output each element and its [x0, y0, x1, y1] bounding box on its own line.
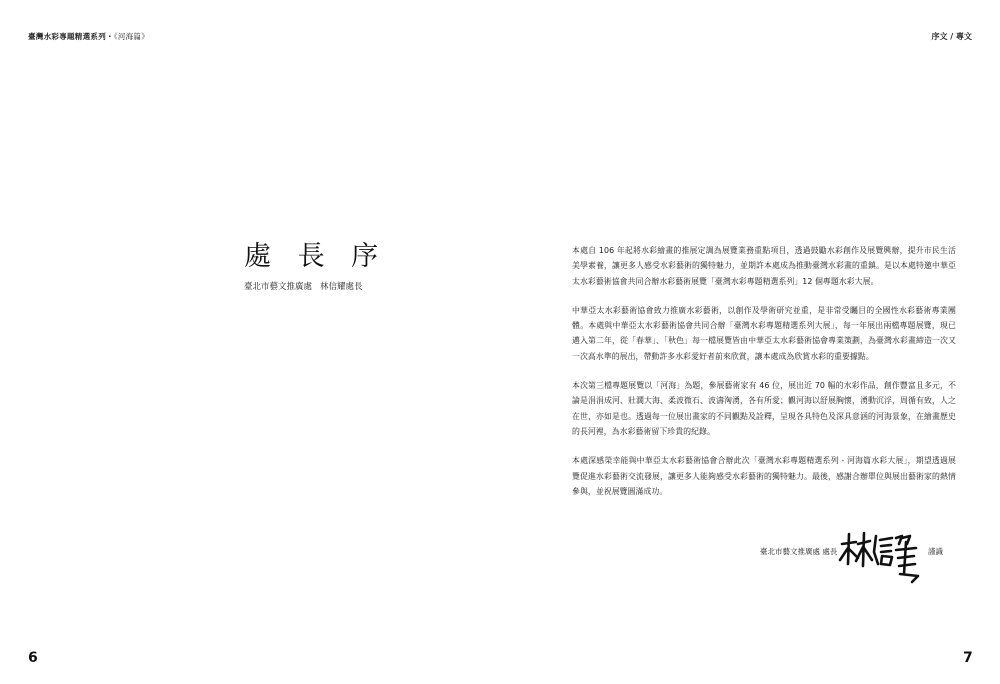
- signature-suffix: 謹識: [928, 547, 943, 556]
- page-number-right: 7: [963, 650, 973, 666]
- body-paragraph: 本處自 106 年起將水彩繪畫的推展定調為展覽業務重點項目，透過鼓勵水彩創作及展覽興辦，提升市民生活美學素養，讓更多人感受水彩藝術的獨特魅力，並期許本處成為推動臺灣水彩畫的重鎮。是以本處特邀中華亞太水彩藝術協會共同合辦水彩藝術展覽「臺灣水彩專題精選系列」12 個專題水彩大展。: [572, 246, 956, 286]
- body-paragraph: 本次第三檔專題展覽以「河海」為題，參展藝術家有 46 位，展出近 70 幅的水彩作品，創作豐富且多元，不論是涓涓成河、壯濶大海、柔波微石、波濤洶湧，各有所愛；觀河海以舒展胸懷，湧動沉浮，周循有致，人之在世，亦如是也。透過每一位展出畫家的不同觀點及詮釋，呈現各具特色及深具意涵的河海景象，在繪畫歷史的長河裡，為水彩藝術留下珍貴的紀錄。: [572, 381, 956, 436]
- byline-author: 林信耀處長: [320, 282, 363, 292]
- preface-title-block: [244, 240, 388, 292]
- byline-organization: 臺北市藝文推廣處: [244, 282, 313, 292]
- preface-body: [572, 243, 956, 513]
- series-title: 臺灣水彩專題精選系列・: [28, 32, 114, 41]
- title-byline: [244, 280, 374, 292]
- page-title: 處 長 序: [244, 241, 388, 272]
- running-head-series: [28, 31, 149, 42]
- body-paragraph: 中華亞太水彩藝術協會致力推廣水彩藝術，以創作及學術研究並重，是非常受矚目的全國性水彩藝術專業團體。本處與中華亞太水彩藝術協會共同合辦「臺灣水彩專題精選系列大展」，每一年展出兩檔專題展覽，現已邁入第二年，從「春華」、「秋色」每一檔展覽皆由中華亞太水彩藝術協會專業策劃，為臺灣水彩畫締造一次又一次高水準的展出，帶動許多水彩愛好者前來欣賞，讓本處成為欣賞水彩的重要據點。: [572, 305, 956, 361]
- signature-organization: 臺北市藝文推廣處 處長: [760, 547, 838, 556]
- body-paragraph: 本處深感榮幸能與中華亞太水彩藝術協會合辦此次「臺灣水彩專題精選系列 - 河海篇水彩大展」，期望透過展覽促進水彩藝術交流發展，讓更多人能夠感受水彩藝術的獨特魅力。最後，感謝合辦單位與展出藝術家的熱情參與，並祝展覽圓滿成功。: [572, 456, 956, 496]
- page-number-left: 6: [28, 650, 38, 666]
- running-head-section: 序文 / 專文: [931, 32, 972, 41]
- handwritten-signature: [836, 530, 920, 588]
- signature-block: [760, 530, 960, 590]
- series-subtitle: 《河海篇》: [113, 32, 150, 41]
